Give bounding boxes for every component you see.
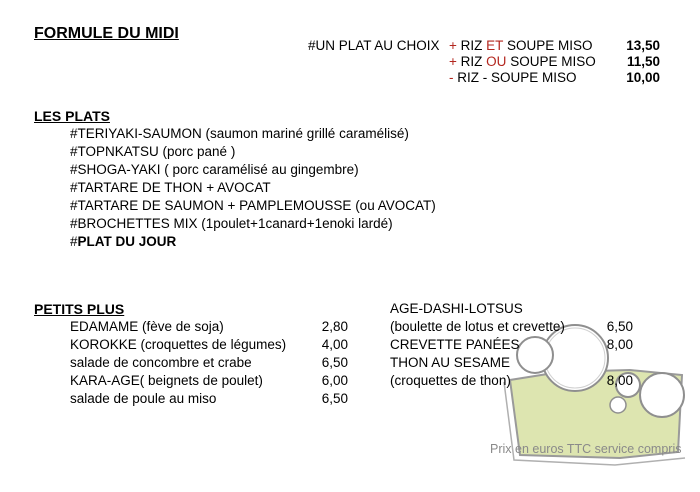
petits-plus-right-prices [585, 300, 633, 390]
item-price [585, 354, 633, 372]
petits-plus-heading: PETITS PLUS [34, 301, 125, 317]
item-price: 6,50 [606, 319, 633, 334]
item-price: 6,00 [321, 373, 348, 388]
formule-price-1: 13,50 [626, 38, 660, 53]
petits-plus-right-names [390, 300, 565, 390]
formule-price-2: 11,50 [626, 54, 660, 69]
list-item: EDAMAME (fève de soja) [70, 319, 224, 334]
list-item: (croquettes de thon) [390, 373, 511, 388]
item-price [585, 300, 633, 318]
list-item: #TOPNKATSU (porc pané ) [70, 144, 236, 159]
plats-list [70, 125, 436, 251]
list-item: #BROCHETTES MIX (1poulet+1canard+1enoki lardé) [70, 216, 393, 231]
item-price: 4,00 [321, 337, 348, 352]
petits-plus-left-names [70, 318, 286, 408]
item-price: 6,50 [321, 391, 348, 406]
item-price: 2,80 [321, 319, 348, 334]
formule-price-3: 10,00 [626, 70, 660, 85]
list-item: CREVETTE PANÉES [390, 337, 520, 352]
price-note: Prix en euros TTC service compris [490, 442, 682, 456]
page-title: FORMULE DU MIDI [34, 25, 179, 42]
list-item: salade de poule au miso [70, 391, 217, 406]
item-price: 8,00 [606, 373, 633, 388]
list-item: THON AU SESAME [390, 355, 511, 370]
plat-du-jour: #PLAT DU JOUR [70, 234, 177, 249]
item-price: 6,50 [321, 355, 348, 370]
list-item: salade de concombre et crabe [70, 355, 252, 370]
list-item: #SHOGA-YAKI ( porc caramélisé au gingembre) [70, 162, 359, 177]
formule-option-1: + RIZ ET SOUPE MISO [449, 38, 593, 53]
list-item: KARA-AGE( beignets de poulet) [70, 373, 263, 388]
plats-heading: LES PLATS [34, 108, 110, 124]
list-item: #TERIYAKI-SAUMON (saumon mariné grillé caramélisé) [70, 126, 409, 141]
formule-option-3: - RIZ - SOUPE MISO [449, 70, 577, 85]
item-price: 8,00 [606, 337, 633, 352]
formule-label: #UN PLAT AU CHOIX [308, 38, 440, 53]
formule-option-2: + RIZ OU SOUPE MISO [449, 54, 596, 69]
list-item: AGE-DASHI-LOTSUS [390, 301, 523, 316]
list-item: KOROKKE (croquettes de légumes) [70, 337, 287, 352]
list-item: #TARTARE DE SAUMON + PAMPLEMOUSSE (ou AVOCAT) [70, 198, 436, 213]
list-item: (boulette de lotus et crevette) [390, 319, 565, 334]
petits-plus-left-prices [300, 318, 348, 408]
list-item: #TARTARE DE THON + AVOCAT [70, 180, 271, 195]
